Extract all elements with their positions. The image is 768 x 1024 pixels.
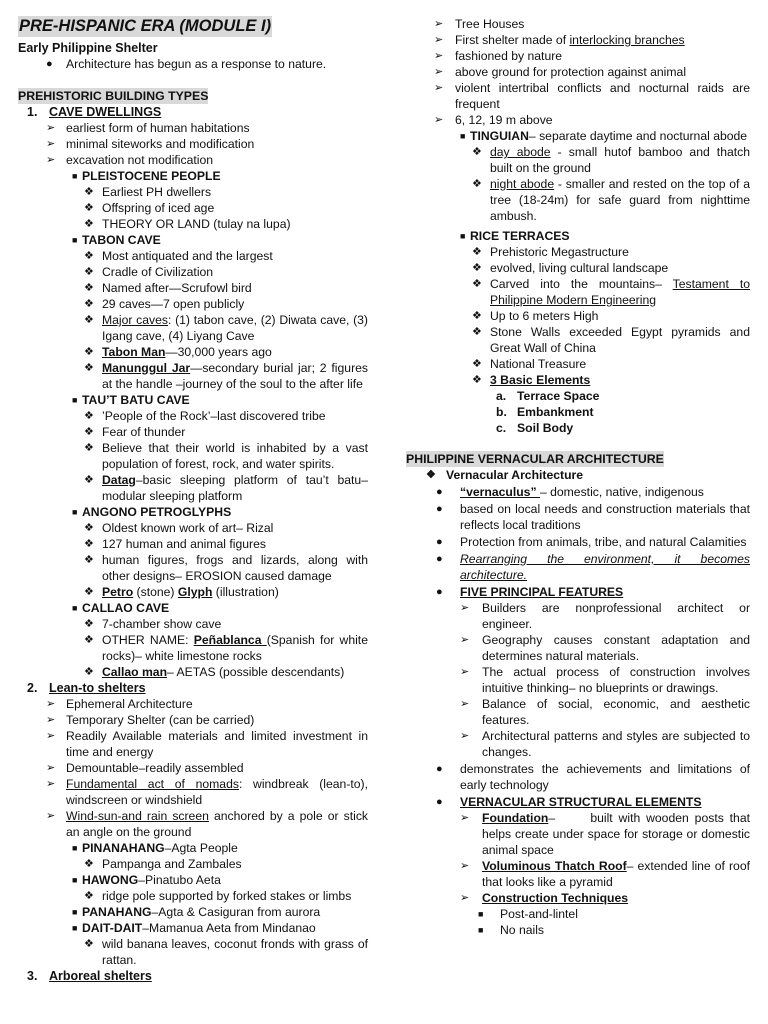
list-item: ❖ Carved into the mountains– Testament to Philippine Modern Engineering (472, 277, 750, 307)
diamond-bullet-icon: ❖ (84, 410, 94, 422)
square-bullet-icon: ■ (72, 923, 78, 933)
list-item: ➢ Voluminous Thatch Roof– extended line of roof that looks like a pyramid (460, 859, 750, 889)
list-item: ❖ 29 caves—7 open publicly (84, 297, 245, 311)
arrow-bullet-icon: ➢ (434, 114, 444, 126)
list-item: ❖ Prehistoric Megastructure (472, 245, 629, 259)
arrow-bullet-icon: ➢ (434, 82, 444, 94)
list-item: ❖ 3 Basic Elements (472, 373, 591, 387)
diamond-bullet-icon: ❖ (472, 246, 482, 258)
subsection-heading: ■ RICE TERRACES (460, 229, 570, 243)
arrow-bullet-icon: ➢ (460, 860, 470, 872)
arrow-bullet-icon: ➢ (460, 812, 470, 824)
list-item: ❖ Petro (stone) Glyph (illustration) (84, 585, 279, 599)
list-item: ➢ Fundamental act of nomads: windbreak (lean-to), windscreen or windshield (46, 777, 369, 807)
subsection-heading: ■ ANGONO PETROGLYPHS (72, 505, 232, 519)
bullet-icon: ● (436, 586, 443, 598)
bullet-icon: ● (436, 536, 443, 548)
arrow-bullet-icon: ➢ (46, 698, 56, 710)
square-bullet-icon: ■ (478, 909, 484, 919)
bullet-icon: ● (436, 553, 443, 565)
subsection-heading: ■ TINGUIAN– separate daytime and nocturnal abode (460, 129, 748, 143)
list-item: ❖ THEORY OR LAND (tulay na lupa) (84, 217, 291, 231)
arrow-bullet-icon: ➢ (460, 730, 470, 742)
square-bullet-icon: ■ (478, 925, 484, 935)
list-item: ● Architecture has begun as a response to nature. (46, 57, 327, 71)
list-item: ➢ Ephemeral Architecture (46, 697, 193, 711)
list-item: ● “vernaculus” – domestic, native, indigenous (436, 485, 704, 499)
arrow-bullet-icon: ➢ (460, 892, 470, 904)
bullet-icon: ● (436, 796, 443, 808)
list-item: ● Rearranging the environment, it becomes architecture. (436, 552, 750, 582)
diamond-bullet-icon: ❖ (84, 554, 94, 566)
square-bullet-icon: ■ (72, 507, 78, 517)
list-item: ❖ Up to 6 meters High (472, 309, 599, 323)
diamond-bullet-icon: ❖ (84, 890, 94, 902)
list-item: ➢ Temporary Shelter (can be carried) (46, 713, 255, 727)
list-item: ❖ Named after—Scrufowl bird (84, 281, 252, 295)
list-item: ➢ fashioned by nature (434, 49, 563, 63)
subsection-heading: ■ TABON CAVE (72, 233, 161, 247)
diamond-bullet-icon: ❖ (472, 358, 482, 370)
list-item: c. Soil Body (496, 421, 574, 435)
diamond-bullet-icon: ❖ (84, 538, 94, 550)
diamond-bullet-icon: ❖ (84, 938, 94, 950)
list-item: ● demonstrates the achievements and limitations of early technology (436, 762, 750, 792)
bullet-icon: ● (46, 58, 53, 70)
list-item: ➢ Geography causes constant adaptation and determines natural materials. (460, 633, 750, 663)
diamond-bullet-icon: ❖ (84, 266, 94, 278)
subsection-heading: ■ PLEISTOCENE PEOPLE (72, 169, 221, 183)
list-item: ■ No nails (478, 923, 545, 937)
list-item: ➢ Demountable–readily assembled (46, 761, 244, 775)
list-item: ❖ Manunggul Jar—secondary burial jar; 2 figures at the handle –journey of the soul to the after life (84, 361, 368, 391)
diamond-bullet-icon: ❖ (84, 218, 94, 230)
list-item: ❖ Offspring of iced age (84, 201, 215, 215)
list-item: ➢ Balance of social, economic, and aesthetic features. (460, 697, 750, 727)
list-item: ❖ Earliest PH dwellers (84, 185, 212, 199)
subsection-heading: ❖ Vernacular Architecture (426, 468, 584, 482)
diamond-bullet-icon: ❖ (84, 442, 94, 454)
diamond-bullet-icon: ❖ (472, 374, 482, 386)
list-item: ❖ Pampanga and Zambales (84, 857, 242, 871)
list-item: ❖ ’People of the Rock’–last discovered tribe (84, 409, 326, 423)
square-bullet-icon: ■ (72, 843, 78, 853)
right-column (406, 16, 754, 938)
list-item: ❖ Major caves: (1) tabon cave, (2) Diwata cave, (3) Igang cave, (4) Liyang Cave (84, 313, 368, 343)
arrow-bullet-icon: ➢ (460, 634, 470, 646)
arrow-bullet-icon: ➢ (46, 154, 56, 166)
arrow-bullet-icon: ➢ (46, 778, 56, 790)
list-item: ❖ Believe that their world is inhabited by a vast population of forest, rock, and water spirits. (84, 441, 368, 471)
square-bullet-icon: ■ (460, 231, 466, 241)
list-item: ➢ minimal siteworks and modification (46, 137, 255, 151)
arrow-bullet-icon: ➢ (434, 66, 444, 78)
page-title: PRE-HISPANIC ERA (MODULE I) (19, 17, 272, 35)
bullet-icon: ● (436, 763, 443, 775)
section-heading: PHILIPPINE VERNACULAR ARCHITECTURE (406, 452, 664, 466)
diamond-bullet-icon: ❖ (84, 634, 94, 646)
diamond-bullet-icon: ❖ (472, 178, 482, 190)
arrow-bullet-icon: ➢ (460, 666, 470, 678)
square-bullet-icon: ■ (460, 131, 466, 141)
list-item: ❖ Stone Walls exceeded Egypt pyramids and Great Wall of China (472, 325, 750, 355)
diamond-bullet-icon: ❖ (84, 586, 94, 598)
list-item: ➢ Builders are nonprofessional architect or engineer. (460, 601, 750, 631)
bullet-icon: ● (436, 486, 443, 498)
arrow-bullet-icon: ➢ (46, 762, 56, 774)
square-bullet-icon: ■ (72, 603, 78, 613)
list-item: ➢ Construction Techniques (460, 891, 629, 905)
list-item: ❖ Callao man– AETAS (possible descendants) (84, 665, 345, 679)
arrow-bullet-icon: ➢ (460, 602, 470, 614)
list-item: ➢ violent intertribal conflicts and nocturnal raids are frequent (434, 81, 750, 111)
list-item: ❖ 7-chamber show cave (84, 617, 222, 631)
arrow-bullet-icon: ➢ (46, 122, 56, 134)
list-item: ❖ Cradle of Civilization (84, 265, 214, 279)
list-item: ❖ human figures, frogs and lizards, along with other designs– EROSION caused damage (84, 553, 368, 583)
list-item: ❖ wild banana leaves, coconut fronds with grass of rattan. (84, 937, 368, 967)
diamond-bullet-icon: ❖ (84, 298, 94, 310)
subsection-heading: ● FIVE PRINCIPAL FEATURES (436, 585, 624, 599)
diamond-bullet-icon: ❖ (84, 522, 94, 534)
arrow-bullet-icon: ➢ (46, 138, 56, 150)
diamond-bullet-icon: ❖ (84, 250, 94, 262)
diamond-bullet-icon: ❖ (84, 314, 94, 326)
list-item: ❖ Oldest known work of art– Rizal (84, 521, 274, 535)
diamond-bullet-icon: ❖ (472, 310, 482, 322)
list-item: ➢ excavation not modification (46, 153, 214, 167)
subsection-heading: ■ HAWONG–Pinatubo Aeta (72, 873, 221, 887)
arrow-bullet-icon: ➢ (434, 50, 444, 62)
list-item: ● based on local needs and construction materials that reflects local traditions (436, 502, 750, 532)
diamond-bullet-icon: ❖ (472, 326, 482, 338)
diamond-bullet-icon: ❖ (472, 278, 482, 290)
list-item: ➢ above ground for protection against animal (434, 65, 687, 79)
subsection-heading: ■ TAU’T BATU CAVE (72, 393, 190, 407)
subsection-heading: ■ PINANAHANG–Agta People (72, 841, 238, 855)
numbered-heading: 3. Arboreal shelters (27, 969, 152, 983)
list-item: ❖ OTHER NAME: Peñablanca (Spanish for white rocks)– white limestone rocks (84, 633, 368, 663)
arrow-bullet-icon: ➢ (460, 698, 470, 710)
list-item: ➢ Foundation– built with wooden posts that helps create under space for storage or domestic animal space (460, 811, 754, 857)
list-item: ● Protection from animals, tribe, and natural Calamities (436, 535, 747, 549)
list-item: ❖ Tabon Man—30,000 years ago (84, 345, 272, 359)
diamond-bullet-icon: ❖ (84, 362, 94, 374)
list-item: ❖ 127 human and animal figures (84, 537, 266, 551)
subsection-heading: ■ CALLAO CAVE (72, 601, 170, 615)
list-item: ❖ night abode - smaller and rested on the top of a tree (18-24m) for safe guard from nighttime ambush. (472, 177, 750, 223)
bullet-icon: ● (436, 503, 443, 515)
square-bullet-icon: ■ (72, 875, 78, 885)
numbered-heading: 2. Lean-to shelters (27, 681, 146, 695)
diamond-bullet-icon: ❖ (472, 262, 482, 274)
section-heading: PREHISTORIC BUILDING TYPES (18, 89, 209, 103)
square-bullet-icon: ■ (72, 907, 78, 917)
subsection-heading: ■ DAIT-DAIT–Mamanua Aeta from Mindanao (72, 921, 316, 935)
list-item: ➢ Readily Available materials and limited investment in time and energy (46, 729, 368, 759)
list-item: ➢ Architectural patterns and styles are subjected to changes. (460, 729, 750, 759)
diamond-bullet-icon: ❖ (84, 202, 94, 214)
arrow-bullet-icon: ➢ (46, 714, 56, 726)
list-item: ❖ National Treasure (472, 357, 587, 371)
list-item: ➢ earliest form of human habitations (46, 121, 250, 135)
square-bullet-icon: ■ (72, 235, 78, 245)
list-item: ❖ evolved, living cultural landscape (472, 261, 669, 275)
numbered-heading: 1. CAVE DWELLINGS (27, 105, 162, 119)
list-item: ➢ Wind-sun-and rain screen anchored by a pole or stick an angle on the ground (46, 809, 369, 839)
list-item: ➢ First shelter made of interlocking branches (434, 33, 685, 47)
arrow-bullet-icon: ➢ (46, 810, 56, 822)
list-item: ➢ The actual process of construction involves intuitive thinking– no blueprints or drawings. (460, 665, 750, 695)
list-item: ❖ Most antiquated and the largest (84, 249, 273, 263)
subsection-heading: ■ PANAHANG–Agta & Casiguran from aurora (72, 905, 321, 919)
diamond-bullet-icon: ❖ (472, 146, 482, 158)
arrow-bullet-icon: ➢ (434, 18, 444, 30)
diamond-bullet-icon: ❖ (84, 186, 94, 198)
square-bullet-icon: ■ (72, 395, 78, 405)
list-item: b. Embankment (496, 405, 594, 419)
arrow-bullet-icon: ➢ (434, 34, 444, 46)
diamond-bullet-icon: ❖ (84, 474, 94, 486)
diamond-bullet-icon: ❖ (84, 858, 94, 870)
list-item: a. Terrace Space (496, 389, 600, 403)
list-item: ➢ Tree Houses (434, 17, 525, 31)
list-item: ➢ 6, 12, 19 m above (434, 113, 553, 127)
square-bullet-icon: ■ (72, 171, 78, 181)
list-item: ❖ ridge pole supported by forked stakes or limbs (84, 889, 352, 903)
list-item: ❖ Datag–basic sleeping platform of tau’t batu– modular sleeping platform (84, 473, 368, 503)
diamond-bullet-icon: ❖ (84, 346, 94, 358)
section-subtitle: Early Philippine Shelter (18, 41, 158, 55)
diamond-bullet-icon: ❖ (84, 666, 94, 678)
diamond-bullet-icon: ❖ (84, 426, 94, 438)
list-item: ■ Post-and-lintel (478, 907, 578, 921)
arrow-bullet-icon: ➢ (46, 730, 56, 742)
list-item: ❖ day abode - small hutof bamboo and thatch built on the ground (472, 145, 751, 175)
list-item: ❖ Fear of thunder (84, 425, 186, 439)
diamond-bullet-icon: ❖ (426, 469, 436, 481)
subsection-heading: ● VERNACULAR STRUCTURAL ELEMENTS (436, 795, 702, 809)
left-column (18, 16, 368, 984)
diamond-bullet-icon: ❖ (84, 282, 94, 294)
diamond-bullet-icon: ❖ (84, 618, 94, 630)
